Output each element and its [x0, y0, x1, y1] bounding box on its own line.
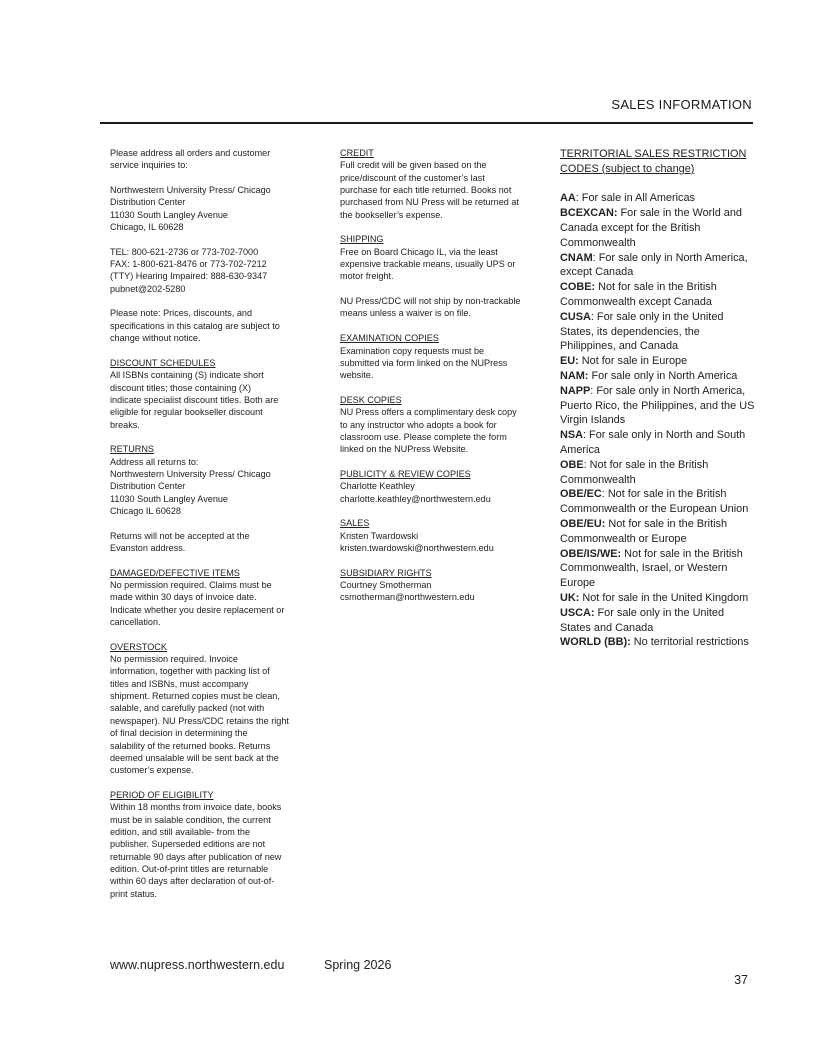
- text-line: Full credit will be given based on the: [340, 160, 487, 171]
- credit-section: [340, 147, 545, 221]
- territorial-code: OBE/EU:: [560, 517, 606, 530]
- text-line: No permission required. Invoice: [110, 654, 238, 665]
- text-line: service inquiries to:: [110, 160, 188, 171]
- territorial-code-entry: [560, 280, 756, 310]
- section-heading: CREDIT: [340, 148, 374, 158]
- section-heading: DISCOUNT SCHEDULES: [110, 357, 216, 368]
- text-line: Please note: Prices, discounts, and: [110, 308, 253, 319]
- text-line: must be in salable condition, the current: [110, 814, 271, 825]
- text-line: indicate specialist discount titles. Both are: [110, 394, 279, 405]
- section-heading: SUBSIDIARY RIGHTS: [340, 567, 432, 578]
- territorial-code-description: : For sale only in North America, except Canada: [560, 251, 748, 279]
- returns-section: [110, 443, 315, 517]
- examination-copies-section: [340, 332, 545, 381]
- section-heading: DAMAGED/DEFECTIVE ITEMS: [110, 567, 240, 578]
- territorial-code-entry: [560, 384, 756, 428]
- overstock-section: [110, 641, 315, 777]
- text-line: customer’s expense.: [110, 765, 194, 776]
- territorial-code-entry: [560, 635, 756, 650]
- text-line: Address all returns to:: [110, 456, 199, 467]
- territorial-code-entry: [560, 487, 756, 517]
- text-line: Examination copy requests must be: [340, 345, 485, 356]
- text-line: pubnet@202-5280: [110, 283, 186, 294]
- text-line: Evanston address.: [110, 543, 186, 553]
- discount-schedules-section: [110, 357, 315, 431]
- footer-url[interactable]: www.nupress.northwestern.edu: [110, 958, 285, 972]
- price-note: [110, 307, 315, 344]
- section-heading: SHIPPING: [340, 234, 384, 245]
- territorial-code-entry: [560, 547, 756, 591]
- territorial-code-entry: [560, 251, 756, 281]
- text-line: the bookseller’s expense.: [340, 209, 443, 220]
- text-line: newspaper). NU Press/CDC retains the right: [110, 715, 289, 726]
- contact-email[interactable]: csmotherman@northwestern.edu: [340, 592, 475, 603]
- column-policies-contacts: [340, 147, 545, 616]
- territorial-code: BCEXCAN:: [560, 207, 618, 220]
- territorial-code-entry: [560, 310, 756, 354]
- section-heading: PERIOD OF ELIGIBILITY: [110, 789, 214, 800]
- text-line: Returns will not be accepted at the: [110, 530, 250, 541]
- text-line: to any instructor who adopts a book for: [340, 419, 497, 430]
- text-line: print status.: [110, 888, 158, 899]
- text-line: expensive trackable means, usually UPS or: [340, 259, 516, 270]
- territorial-code-entry: [560, 591, 756, 606]
- territorial-code-description: Not for sale in the British Commonwealth, Israel, or Western Europe: [560, 547, 743, 590]
- contact-info: [110, 246, 315, 295]
- desk-copies-section: [340, 394, 545, 456]
- text-line: linked on the NUPress Website.: [340, 444, 469, 455]
- territorial-code-description: : For sale in All Americas: [575, 192, 695, 205]
- text-line: specifications in this catalog are subject to: [110, 320, 280, 331]
- text-line: price/discount of the customer’s last: [340, 172, 485, 183]
- text-line: purchased from NU Press will be returned at: [340, 197, 519, 208]
- territorial-code-entry: [560, 369, 756, 384]
- territorial-code-entry: [560, 606, 756, 636]
- territorial-code-description: : Not for sale in the British Commonwealth: [560, 458, 709, 486]
- territorial-codes-list: [560, 191, 756, 650]
- publicity-section: [340, 468, 545, 505]
- text-line: discount titles; those containing (X): [110, 382, 252, 393]
- text-line: salability of the returned books. Returns: [110, 740, 271, 751]
- text-line: 11030 South Langley Avenue: [110, 493, 228, 504]
- text-line: breaks.: [110, 419, 140, 430]
- text-line: Please address all orders and customer: [110, 148, 271, 158]
- eligibility-section: [110, 789, 315, 900]
- text-line: Within 18 months from invoice date, books: [110, 802, 282, 813]
- territorial-code: OBE: [560, 458, 584, 471]
- territorial-code-description: : Not for sale in the British Commonwealth or the European Union: [560, 488, 749, 516]
- text-line: titles and ISBNs, must accompany: [110, 678, 249, 689]
- page-title: SALES INFORMATION: [611, 97, 752, 112]
- territorial-code-entry: [560, 206, 756, 250]
- territorial-code-description: : For sale only in North and South America: [560, 429, 746, 456]
- text-line: publisher. Superseded editions are not: [110, 839, 266, 850]
- territorial-code-entry: [560, 517, 756, 547]
- text-line: returnable 90 days after publication of new: [110, 851, 282, 862]
- text-line: TEL: 800-621-2736 or 773-702-7000: [110, 246, 259, 257]
- contact-email[interactable]: charlotte.keathley@northwestern.edu: [340, 493, 491, 504]
- text-line: cancellation.: [110, 617, 161, 628]
- text-line: within 60 days after declaration of out-of-: [110, 876, 275, 887]
- territorial-code: OBE/IS/WE:: [560, 547, 622, 560]
- text-line: made within 30 days of invoice date.: [110, 592, 257, 603]
- territorial-code: AA: [560, 192, 576, 205]
- territorial-code-description: No territorial restrictions: [630, 636, 749, 649]
- damaged-items-section: [110, 567, 315, 629]
- text-line: FAX: 1-800-621-8476 or 773-702-7212: [110, 259, 267, 270]
- text-line: purchase for each title returned. Books not: [340, 185, 512, 196]
- territorial-code-description: Not for sale in the United Kingdom: [579, 591, 749, 604]
- text-line: NU Press offers a complimentary desk copy: [340, 407, 517, 418]
- text-line: (TTY) Hearing Impaired: 888-630-9347: [110, 271, 268, 282]
- section-heading: DESK COPIES: [340, 394, 402, 405]
- text-line: shipment. Returned copies must be clean,: [110, 691, 280, 702]
- text-line: Distribution Center: [110, 481, 186, 492]
- text-line: 11030 South Langley Avenue: [110, 209, 228, 220]
- footer-season: Spring 2026: [324, 958, 392, 972]
- section-heading: TERRITORIAL SALES RESTRICTION: [560, 148, 747, 160]
- text-line: website.: [340, 370, 374, 381]
- section-heading: OVERSTOCK: [110, 641, 167, 652]
- territorial-code-entry: [560, 191, 756, 206]
- text-line: NU Press/CDC will not ship by non-trackable: [340, 296, 521, 307]
- column-ordering-returns: [110, 147, 315, 912]
- returns-note: [110, 530, 315, 555]
- section-heading: SALES: [340, 518, 370, 529]
- territorial-code: NAM:: [560, 369, 589, 382]
- text-line: Indicate whether you desire replacement or: [110, 604, 285, 615]
- shipping-section: [340, 233, 545, 282]
- section-heading: RETURNS: [110, 444, 154, 455]
- distribution-address: [110, 184, 315, 233]
- territorial-code-entry: [560, 428, 756, 458]
- page-number: 37: [734, 973, 748, 987]
- text-line: Northwestern University Press/ Chicago: [110, 185, 271, 196]
- shipping-note: [340, 295, 545, 320]
- text-line: Chicago IL 60628: [110, 505, 181, 516]
- column-territorial-codes: [560, 147, 756, 650]
- text-line: submitted via form linked on the NUPress: [340, 357, 508, 368]
- contact-name: Charlotte Keathley: [340, 481, 415, 492]
- text-line: Free on Board Chicago IL, via the least: [340, 246, 498, 257]
- text-line: Distribution Center: [110, 197, 186, 208]
- text-line: of final decision in determining the: [110, 728, 248, 739]
- territorial-code: CUSA: [560, 310, 591, 323]
- section-heading: EXAMINATION COPIES: [340, 333, 439, 344]
- text-line: edition, and still available- from the: [110, 826, 251, 837]
- territorial-code-description: For sale in the World and Canada except for the British Commonwealth: [560, 207, 742, 249]
- text-line: eligible for regular bookseller discount: [110, 407, 263, 418]
- text-line: deemed unsalable will be sent back at the: [110, 752, 279, 763]
- text-line: motor freight.: [340, 271, 394, 282]
- territorial-code-entry: [560, 354, 756, 369]
- text-line: classroom use. Please complete the form: [340, 431, 507, 442]
- sales-section: [340, 517, 545, 554]
- contact-name: Kristen Twardowski: [340, 530, 419, 541]
- territorial-code-description: Not for sale in the British Commonwealth except Canada: [560, 281, 717, 308]
- territorial-code-description: : For sale only in North America, Puerto Rico, the Philippines, and the US Virgin Islands: [560, 384, 755, 427]
- territorial-heading: [560, 147, 756, 177]
- text-line: change without notice.: [110, 333, 201, 344]
- header-rule: [100, 122, 753, 124]
- text-line: edition. Out-of-print titles are returnable: [110, 863, 269, 874]
- territorial-code: OBE/EC: [560, 488, 602, 501]
- territorial-code: EU:: [560, 355, 579, 368]
- territorial-code: COBE:: [560, 281, 596, 294]
- text-line: salable, and carefully packed (not with: [110, 703, 265, 714]
- territorial-code: NAPP: [560, 384, 591, 397]
- text-line: No permission required. Claims must be: [110, 580, 272, 591]
- subsidiary-rights-section: [340, 567, 545, 604]
- section-heading: PUBLICITY & REVIEW COPIES: [340, 468, 471, 479]
- text-line: Northwestern University Press/ Chicago: [110, 468, 271, 479]
- territorial-code: USCA:: [560, 606, 595, 619]
- territorial-code-description: For sale only in the United States and Canada: [560, 606, 725, 634]
- territorial-code-description: : For sale only in the United States, its dependencies, the Philippines, and Canada: [560, 310, 724, 353]
- territorial-code: UK:: [560, 591, 580, 604]
- territorial-code-description: For sale only in North America: [588, 369, 738, 382]
- territorial-code-description: Not for sale in the British Commonwealth or Europe: [560, 517, 728, 545]
- text-line: means unless a waiver is on file.: [340, 308, 471, 319]
- text-line: Chicago, IL 60628: [110, 222, 184, 233]
- section-heading: CODES (subject to change): [560, 162, 695, 175]
- text-line: All ISBNs containing (S) indicate short: [110, 370, 264, 381]
- territorial-code: NSA: [560, 429, 583, 442]
- intro-block: [110, 147, 315, 172]
- text-line: information, together with packing list of: [110, 666, 270, 677]
- territorial-code-description: Not for sale in Europe: [578, 355, 688, 368]
- territorial-code-entry: [560, 458, 756, 488]
- contact-name: Courtney Smotherman: [340, 580, 432, 591]
- contact-email[interactable]: kristen.twardowski@northwestern.edu: [340, 543, 494, 553]
- territorial-code: CNAM: [560, 251, 593, 264]
- territorial-code: WORLD (BB):: [560, 636, 631, 649]
